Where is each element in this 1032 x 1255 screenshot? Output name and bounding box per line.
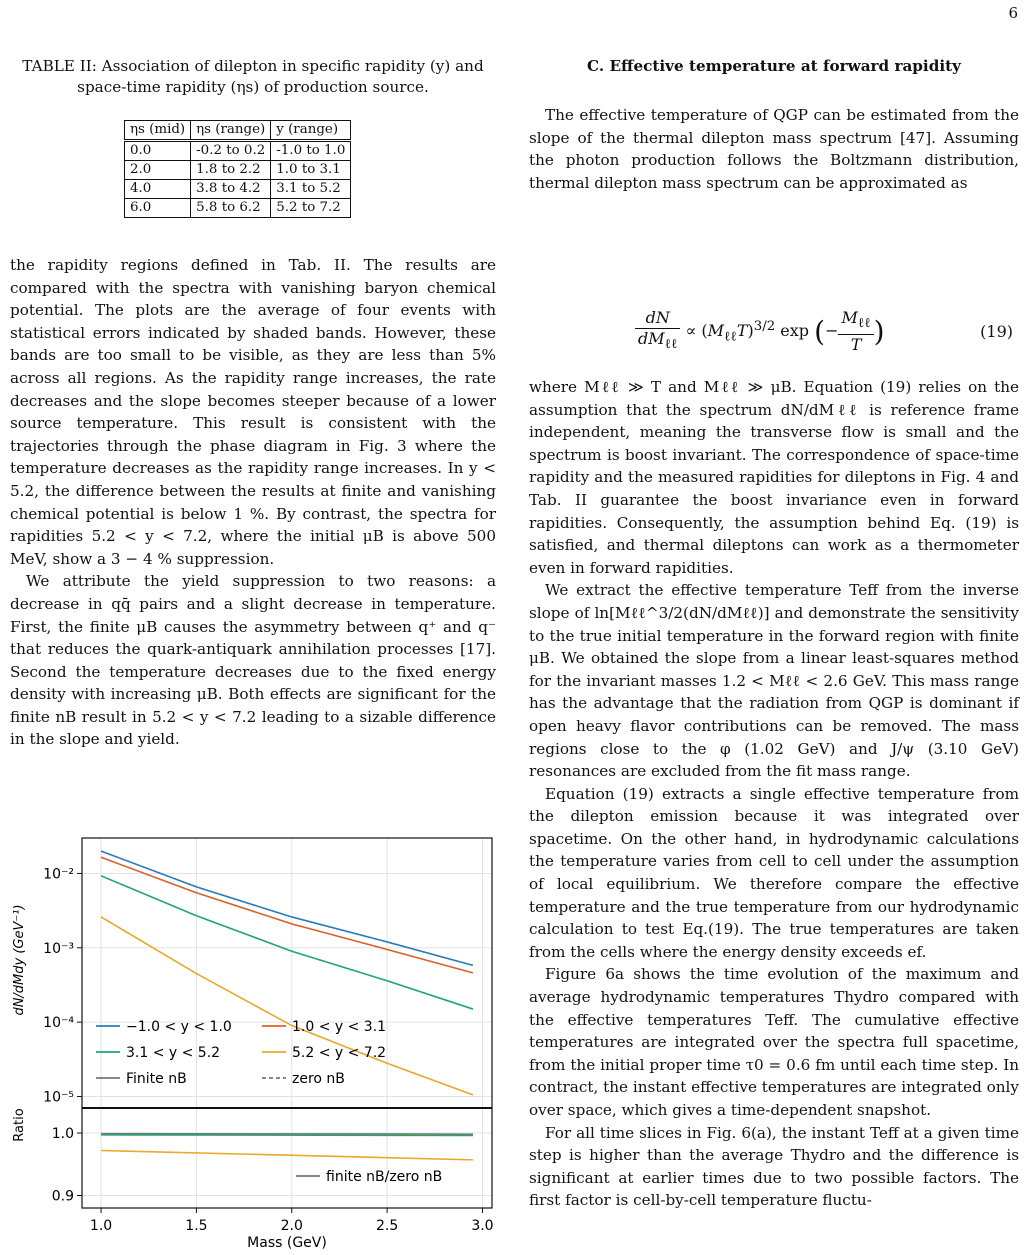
table-header: ηs (mid): [125, 121, 191, 141]
y-tick-label-ratio: 1.0: [51, 1126, 74, 1142]
table-cell: -1.0 to 1.0: [271, 141, 351, 161]
table-cell: 5.2 to 7.2: [271, 199, 351, 218]
table-row: [125, 161, 351, 180]
series-line-finite: [101, 876, 473, 1009]
right-column-body: [529, 376, 1019, 1212]
top-panel-frame: [82, 838, 492, 1108]
x-tick-label: 1.5: [185, 1218, 208, 1234]
y-tick-label: 10⁻³: [43, 940, 74, 957]
series-line-zero: [101, 917, 473, 1095]
left-column: [10, 254, 496, 751]
equation-body: $\frac{dN}{dM_{\ell\ell}}$ ∝ $(M_{\ell\ell}T)^{3/2}$ exp (− $\frac{M_{\ell\ell}}{T}$ ): [635, 308, 885, 355]
y-tick-label-ratio: 0.9: [51, 1188, 74, 1205]
table-cell: 0.0: [125, 141, 191, 161]
table-cell: 1.0 to 3.1: [271, 161, 351, 180]
paragraph: The effective temperature of QGP can be estimated from the slope of the thermal dilepton mass spectrum [47]. Assuming the photon production follows the Boltzmann distribution, thermal dilepton mass spectrum can be approximated as: [529, 106, 1019, 192]
rapidity-table: [124, 120, 351, 218]
x-axis-label: Mass (GeV): [247, 1235, 327, 1251]
paragraph: Equation (19) extracts a single effective temperature from the dilepton emission because it was integrated over spacetime. On the other hand, in hydrodynamic calculations the temperature varies from cell to cell under the assumption of local equilibrium. We therefore compare the effective temperature and the true temperature from our hydrodynamic calculation to test Eq.(19). The true temperatures are taken from the cells where the energy density exceeds ef.: [529, 784, 1019, 961]
ratio-line: [101, 1135, 473, 1136]
ratio-legend-label: finite nB/zero nB: [326, 1169, 443, 1185]
table-header-row: [125, 121, 351, 141]
legend-label: 3.1 < y < 5.2: [126, 1045, 221, 1061]
dilepton-spectrum-figure: [0, 830, 510, 1251]
equation-number: (19): [980, 322, 1013, 341]
paragraph: We extract the effective temperature Teff from the inverse slope of ln[Mℓℓ^3/2(dN/dMℓℓ)] and demonstrate the sensitivity to the true initial temperature in the forward region with finite μB. We obtained the slope from a linear least-squares method for the invariant masses 1.2 < Mℓℓ < 2.6 GeV. This mass range has the advantage that the radiation from QGP is dominant if open heavy flavor contributions can be removed. The mass regions close to the φ (1.02 GeV) and J/ψ (3.10 GeV) resonances are excluded from the fit mass range.: [529, 581, 1019, 781]
ratio-panel-frame: [82, 1108, 492, 1208]
right-column-top: [529, 104, 1019, 194]
table-cell: 2.0: [125, 161, 191, 180]
legend-label: zero nB: [292, 1071, 345, 1087]
series-line-zero: [101, 876, 473, 1009]
table-header: ηs (range): [191, 121, 271, 141]
legend-label: 1.0 < y < 3.1: [292, 1019, 387, 1035]
table-cell: 3.8 to 4.2: [191, 180, 271, 199]
paragraph: We attribute the yield suppression to two reasons: a decrease in qq̄ pairs and a slight decrease in temperature. First, the finite μB causes the asymmetry between q⁺ and q⁻ that reduces the quark-antiquark annihilation processes [17]. Second the temperature decreases due to the fixed energy density with increasing μB. Both effects are significant for the finite nB result in 5.2 < y < 7.2 leading to a sizable difference in the slope and yield.: [10, 572, 496, 749]
table-caption: TABLE II: Association of dilepton in specific rapidity (y) and space-time rapidity (ηs) of production source.: [22, 57, 484, 96]
y-axis-label-top: dN/dMdy (GeV⁻¹): [12, 904, 27, 1016]
table-cell: -0.2 to 0.2: [191, 141, 271, 161]
legend-label: 5.2 < y < 7.2: [292, 1045, 387, 1061]
table-cell: 6.0: [125, 199, 191, 218]
table-row: [125, 199, 351, 218]
section-title: C. Effective temperature at forward rapidity: [587, 57, 961, 75]
paragraph: Figure 6a shows the time evolution of the maximum and average hydrodynamic temperatures Thydro compared with the effective temperatures Teff. The cumulative effective temperatures are integrated over the spectra full spacetime, from the initial proper time τ0 = 0.6 fm until each time step. In contract, the instant effective temperatures are integrated only over space, which gives a time-dependent snapshot.: [529, 965, 1019, 1119]
equation-19: [529, 308, 1019, 358]
spectrum-chart-svg: [0, 830, 510, 1251]
y-tick-label: 10⁻⁴: [43, 1015, 74, 1032]
paragraph: For all time slices in Fig. 6(a), the instant Teff at a given time step is higher than the average Thydro and the difference is significant at earlier times due to two possible factors. The first factor is cell-by-cell temperature fluctu-: [529, 1123, 1019, 1210]
table-row: [125, 141, 351, 161]
ratio-line: [101, 1151, 473, 1160]
legend-label: −1.0 < y < 1.0: [126, 1019, 232, 1035]
paragraph: where Mℓℓ ≫ T and Mℓℓ ≫ μB. Equation (19) relies on the assumption that the spectrum dN/dMℓℓ is reference frame independent, meaning the transverse flow is small and the spectrum is boost invariant. The correspondence of space-time rapidity and the measured rapidities for dileptons in Fig. 4 and Tab. II guarantee the boost invariance even in forward rapidities. Consequently, the assumption behind Eq. (19) is satisfied, and thermal dileptons can work as a thermometer even in forward rapidities.: [529, 378, 1019, 577]
x-tick-label: 2.5: [375, 1218, 399, 1234]
y-tick-label: 10⁻²: [43, 866, 74, 883]
y-axis-label-bottom: Ratio: [12, 1108, 27, 1142]
table-cell: 4.0: [125, 180, 191, 199]
paragraph: the rapidity regions defined in Tab. II. The results are compared with the spectra with vanishing baryon chemical potential. The plots are the average of four events with statistical errors indicated by shaded bands. However, these bands are too small to be visible, as they are less than 5% across all regions. As the rapidity range increases, the rate decreases and the slope becomes steeper because of a lower source temperature. This result is consistent with the trajectories through the phase diagram in Fig. 3 where the temperature decreases as the rapidity range increases. In y < 5.2, the difference between the results at finite and vanishing chemical potential is below 1 %. By contrast, the spectra for rapidities 5.2 < y < 7.2, where the initial μB is above 500 MeV, show a 3 − 4 % suppression.: [10, 256, 496, 568]
x-tick-label: 2.0: [280, 1218, 303, 1234]
x-tick-label: 1.0: [89, 1218, 113, 1234]
table-row: [125, 180, 351, 199]
table-header: y (range): [271, 121, 351, 141]
page-number: 6: [1008, 4, 1018, 22]
x-tick-label: 3.0: [471, 1218, 494, 1234]
series-line-finite: [101, 917, 473, 1095]
table-cell: 3.1 to 5.2: [271, 180, 351, 199]
table-cell: 5.8 to 6.2: [191, 199, 271, 218]
y-tick-label: 10⁻⁵: [43, 1089, 74, 1106]
legend-label: Finite nB: [126, 1071, 187, 1087]
table-cell: 1.8 to 2.2: [191, 161, 271, 180]
